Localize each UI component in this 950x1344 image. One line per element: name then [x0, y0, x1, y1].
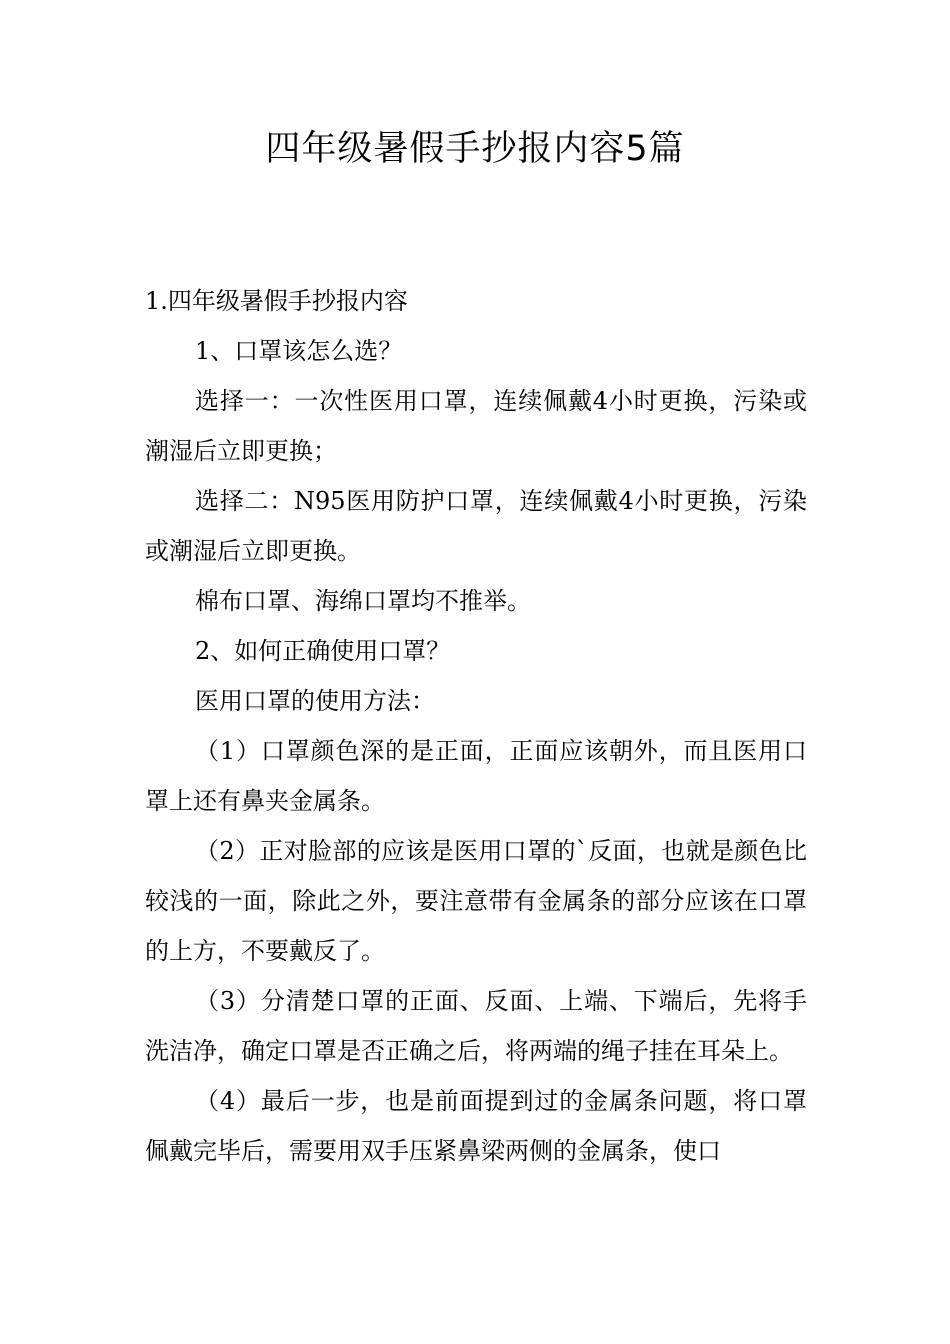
document-title: 四年级暑假手抄报内容5篇: [265, 129, 685, 169]
paragraph-usage-heading: 医用口罩的使用方法：: [195, 687, 435, 715]
paragraph-step-3: （3）分清楚口罩的正面、反面、上端、下端后，先将手洗洁净，确定口罩是否正确之后，将两端的绳子挂在耳朵上。: [145, 987, 807, 1065]
paragraph-step-4: （4）最后一步，也是前面提到过的金属条问题，将口罩佩戴完毕后，需要用双手压紧鼻梁两侧的金属条，使口: [145, 1087, 807, 1165]
paragraph-option-2: 选择二：N95医用防护口罩，连续佩戴4小时更换，污染或潮湿后立即更换。: [145, 487, 807, 565]
document-body: [145, 276, 807, 1176]
section-heading: 1.四年级暑假手抄报内容: [145, 287, 408, 315]
paragraph-not-recommended: 棉布口罩、海绵口罩均不推举。: [195, 587, 531, 615]
paragraph-step-1: （1）口罩颜色深的是正面，正面应该朝外，而且医用口罩上还有鼻夹金属条。: [145, 737, 807, 815]
paragraph-step-2: （2）正对脸部的应该是医用口罩的`反面，也就是颜色比较浅的一面，除此之外，要注意带有金属条的部分应该在口罩的上方，不要戴反了。: [145, 837, 807, 965]
paragraph-option-1: 选择一：一次性医用口罩，连续佩戴4小时更换，污染或潮湿后立即更换；: [145, 387, 807, 465]
paragraph-question-1: 1、口罩该怎么选？: [195, 337, 403, 365]
paragraph-question-2: 2、如何正确使用口罩？: [195, 637, 451, 665]
